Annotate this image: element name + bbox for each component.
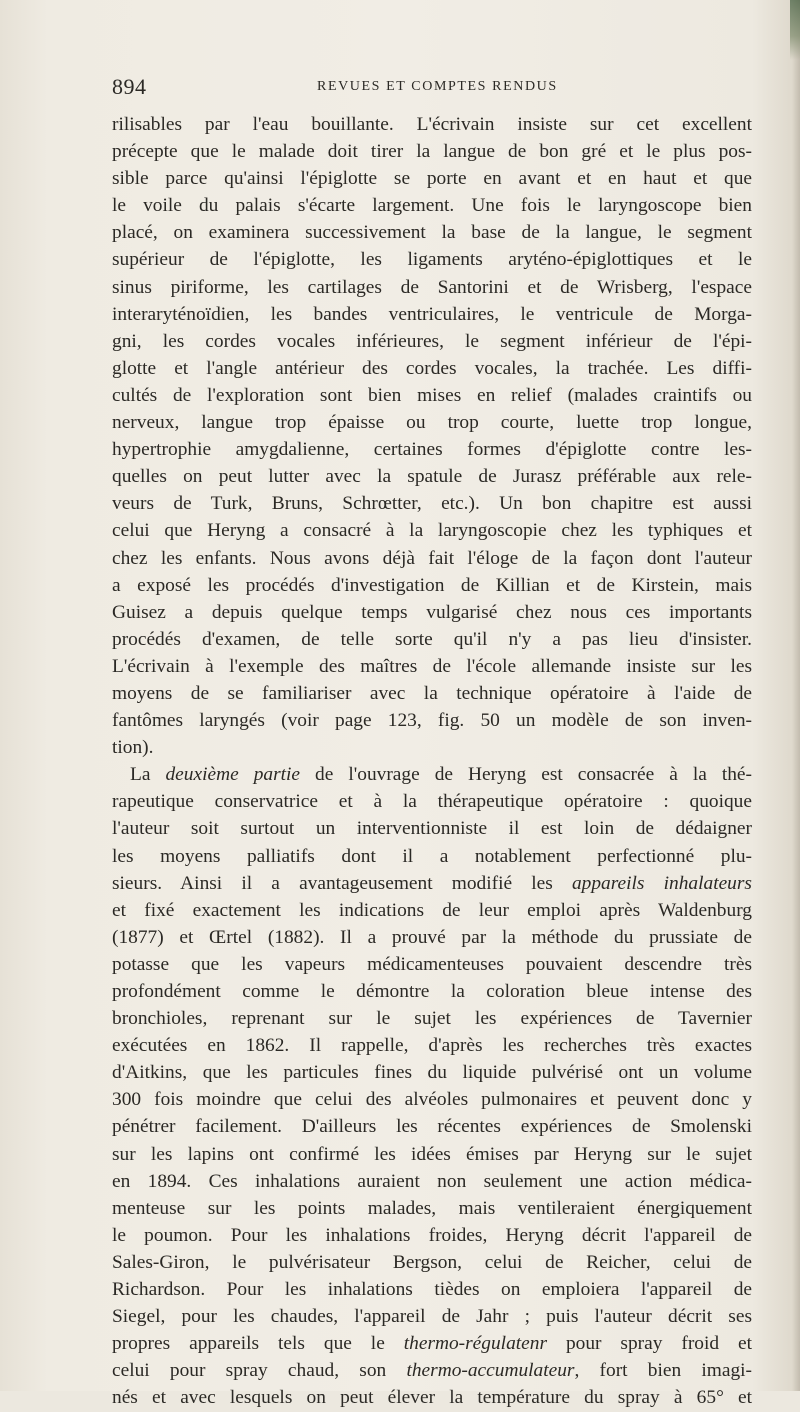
text-line xyxy=(112,165,752,192)
text-segment: interaryténoïdien, les bandes ventriculaires, le ventricule de Morga- xyxy=(112,303,752,325)
text-segment: supérieur de l'épiglotte, les ligaments aryténo-épiglottiques et le xyxy=(112,249,752,271)
text-segment: moyens de se familiariser avec la technique opératoire à l'aide de xyxy=(112,682,752,704)
text-segment: d'Aitkins, que les particules fines du liquide pulvérisé ont un volume xyxy=(112,1062,752,1084)
text-segment: rilisables par l'eau bouillante. L'écrivain insiste sur cet excellent xyxy=(112,114,752,135)
text-line xyxy=(112,545,752,572)
page-header xyxy=(112,74,752,102)
text-segment: a exposé les procédés d'investigation de Killian et de Kirstein, mais xyxy=(112,574,752,596)
text-segment: L'écrivain à l'exemple des maîtres de l'école allemande insiste sur les xyxy=(112,655,752,677)
page-corner-stain xyxy=(790,0,800,60)
text-segment: chez les enfants. Nous avons déjà fait l'éloge de la façon dont l'auteur xyxy=(112,547,752,569)
text-segment: Richardson. Pour les inhalations tièdes on emploiera l'appareil de xyxy=(112,1279,752,1301)
italic-text-segment: appareils inhalateurs xyxy=(571,872,752,894)
text-line xyxy=(112,138,752,165)
text-line xyxy=(112,436,752,463)
text-segment: sieurs. Ainsi il a avantageusement modifié les xyxy=(112,872,572,894)
text-line xyxy=(112,1195,752,1222)
text-segment: pénétrer facilement. D'ailleurs les récentes expériences de Smolenski xyxy=(112,1116,752,1138)
text-line xyxy=(112,1276,752,1303)
page-edge-shadow xyxy=(792,0,800,1391)
italic-text-segment: thermo-régulatenr xyxy=(403,1333,548,1355)
text-line xyxy=(112,897,752,924)
text-line xyxy=(112,815,752,842)
text-line xyxy=(112,219,752,246)
text-line xyxy=(112,761,752,788)
text-line xyxy=(112,1222,752,1249)
italic-text-segment: thermo-accumulateur xyxy=(406,1360,575,1382)
text-segment: nerveux, langue trop épaisse ou trop courte, luette trop longue, xyxy=(112,412,752,434)
text-line xyxy=(112,463,752,490)
text-segment: gni, les cordes vocales inférieures, le segment inférieur de l'épi- xyxy=(112,330,752,352)
text-line xyxy=(112,680,752,707)
text-line xyxy=(112,1141,752,1168)
text-line xyxy=(112,1303,752,1330)
text-line xyxy=(112,1032,752,1059)
text-line xyxy=(112,1249,752,1276)
text-segment: Sales-Giron, le pulvérisateur Bergson, celui de Reicher, celui de xyxy=(112,1251,752,1273)
text-line xyxy=(112,978,752,1005)
text-line xyxy=(112,1059,752,1086)
text-line xyxy=(112,599,752,626)
text-segment: en 1894. Ces inhalations auraient non seulement une action médica- xyxy=(112,1170,752,1192)
text-line xyxy=(112,1330,752,1357)
text-line xyxy=(112,409,752,436)
text-segment: de l'ouvrage de Heryng est consacrée à la thé- xyxy=(300,764,752,786)
text-segment: et fixé exactement les indications de leur emploi après Waldenburg xyxy=(112,899,752,921)
text-segment: placé, on examinera successivement la base de la langue, le segment xyxy=(112,222,752,244)
text-line xyxy=(112,1113,752,1140)
text-segment: fantômes laryngés (voir page 123, fig. 50 un modèle de son inven- xyxy=(112,710,752,732)
text-line xyxy=(112,111,752,138)
text-line xyxy=(112,788,752,815)
text-line xyxy=(112,328,752,355)
text-segment: le poumon. Pour les inhalations froides, Heryng décrit l'appareil de xyxy=(112,1224,752,1246)
running-head: REVUES ET COMPTES RENDUS xyxy=(317,79,558,94)
text-segment: , fort bien imagi- xyxy=(574,1360,752,1382)
text-segment: potasse que les vapeurs médicamenteuses pouvaient descendre très xyxy=(112,953,752,975)
text-segment: La xyxy=(130,764,166,786)
text-line xyxy=(112,246,752,273)
text-segment: les moyens palliatifs dont il a notablement perfectionné plu- xyxy=(112,845,752,867)
text-line xyxy=(112,951,752,978)
text-line xyxy=(112,1357,752,1384)
text-line xyxy=(112,1005,752,1032)
text-segment: hypertrophie amygdalienne, certaines formes d'épiglotte contre les- xyxy=(112,439,752,461)
text-line xyxy=(112,301,752,328)
text-line xyxy=(112,274,752,301)
text-segment: cultés de l'exploration sont bien mises en relief (malades craintifs ou xyxy=(112,384,752,406)
text-segment: le voile du palais s'écarte largement. Une fois le laryngoscope bien xyxy=(112,195,752,217)
text-line xyxy=(112,653,752,680)
text-segment: 300 fois moindre que celui des alvéoles pulmonaires et peuvent donc y xyxy=(112,1089,752,1111)
text-line xyxy=(112,382,752,409)
text-segment: menteuse sur les points malades, mais ventileraient énergiquement xyxy=(112,1197,752,1219)
text-line xyxy=(112,1086,752,1113)
text-line xyxy=(112,843,752,870)
text-segment: profondément comme le démontre la coloration bleue intense des xyxy=(112,981,752,1002)
text-segment: celui pour spray chaud, son xyxy=(112,1360,407,1382)
text-segment: bronchioles, reprenant sur le sujet les expériences de Tavernier xyxy=(112,1008,752,1030)
text-line xyxy=(112,707,752,734)
text-segment: précepte que le malade doit tirer la langue de bon gré et le plus pos- xyxy=(112,141,752,163)
text-line xyxy=(112,924,752,951)
text-segment: celui que Heryng a consacré à la laryngoscopie chez les typhiques et xyxy=(112,520,752,542)
text-segment: veurs de Turk, Bruns, Schrœtter, etc.). Un bon chapitre est aussi xyxy=(112,493,752,515)
text-segment: sinus piriforme, les cartilages de Santorini et de Wrisberg, l'espace xyxy=(112,276,752,298)
text-line xyxy=(112,517,752,544)
text-segment: sur les lapins ont confirmé les idées émises par Heryng sur le sujet xyxy=(112,1143,752,1165)
text-line xyxy=(112,572,752,599)
text-segment: propres appareils tels que le xyxy=(112,1333,404,1355)
text-segment: Siegel, pour les chaudes, l'appareil de Jahr ; puis l'auteur décrit ses xyxy=(112,1306,752,1328)
text-segment: (1877) et Œrtel (1882). Il a prouvé par la méthode du prussiate de xyxy=(112,926,752,948)
body-text xyxy=(112,111,752,1412)
text-segment: rapeutique conservatrice et à la thérapeutique opératoire : quoique xyxy=(112,791,752,813)
text-line xyxy=(112,626,752,653)
text-segment: exécutées en 1862. Il rappelle, d'après les recherches très exactes xyxy=(112,1035,752,1057)
text-line xyxy=(112,1168,752,1195)
text-segment: nés et avec lesquels on peut élever la température du spray à 65° et xyxy=(112,1387,752,1409)
text-segment: pour spray froid et xyxy=(547,1333,752,1355)
text-segment: l'auteur soit surtout un interventionniste il est loin de dédaigner xyxy=(112,818,752,840)
text-segment: tion). xyxy=(112,737,154,759)
text-segment: sible parce qu'ainsi l'épiglotte se porte en avant et en haut et que xyxy=(112,168,752,190)
page-number: 894 xyxy=(112,74,147,99)
text-segment: glotte et l'angle antérieur des cordes vocales, la trachée. Les diffi- xyxy=(112,357,752,379)
text-line xyxy=(112,192,752,219)
text-line xyxy=(112,490,752,517)
text-line xyxy=(112,1384,752,1411)
italic-text-segment: deuxième partie xyxy=(165,764,301,786)
text-line xyxy=(112,870,752,897)
text-segment: Guisez a depuis quelque temps vulgarisé chez nous ces importants xyxy=(112,601,752,623)
text-line xyxy=(112,734,752,761)
text-line xyxy=(112,355,752,382)
text-segment: quelles on peut lutter avec la spatule de Jurasz préférable aux rele- xyxy=(112,466,752,488)
text-segment: procédés d'examen, de telle sorte qu'il n'y a pas lieu d'insister. xyxy=(112,628,752,650)
